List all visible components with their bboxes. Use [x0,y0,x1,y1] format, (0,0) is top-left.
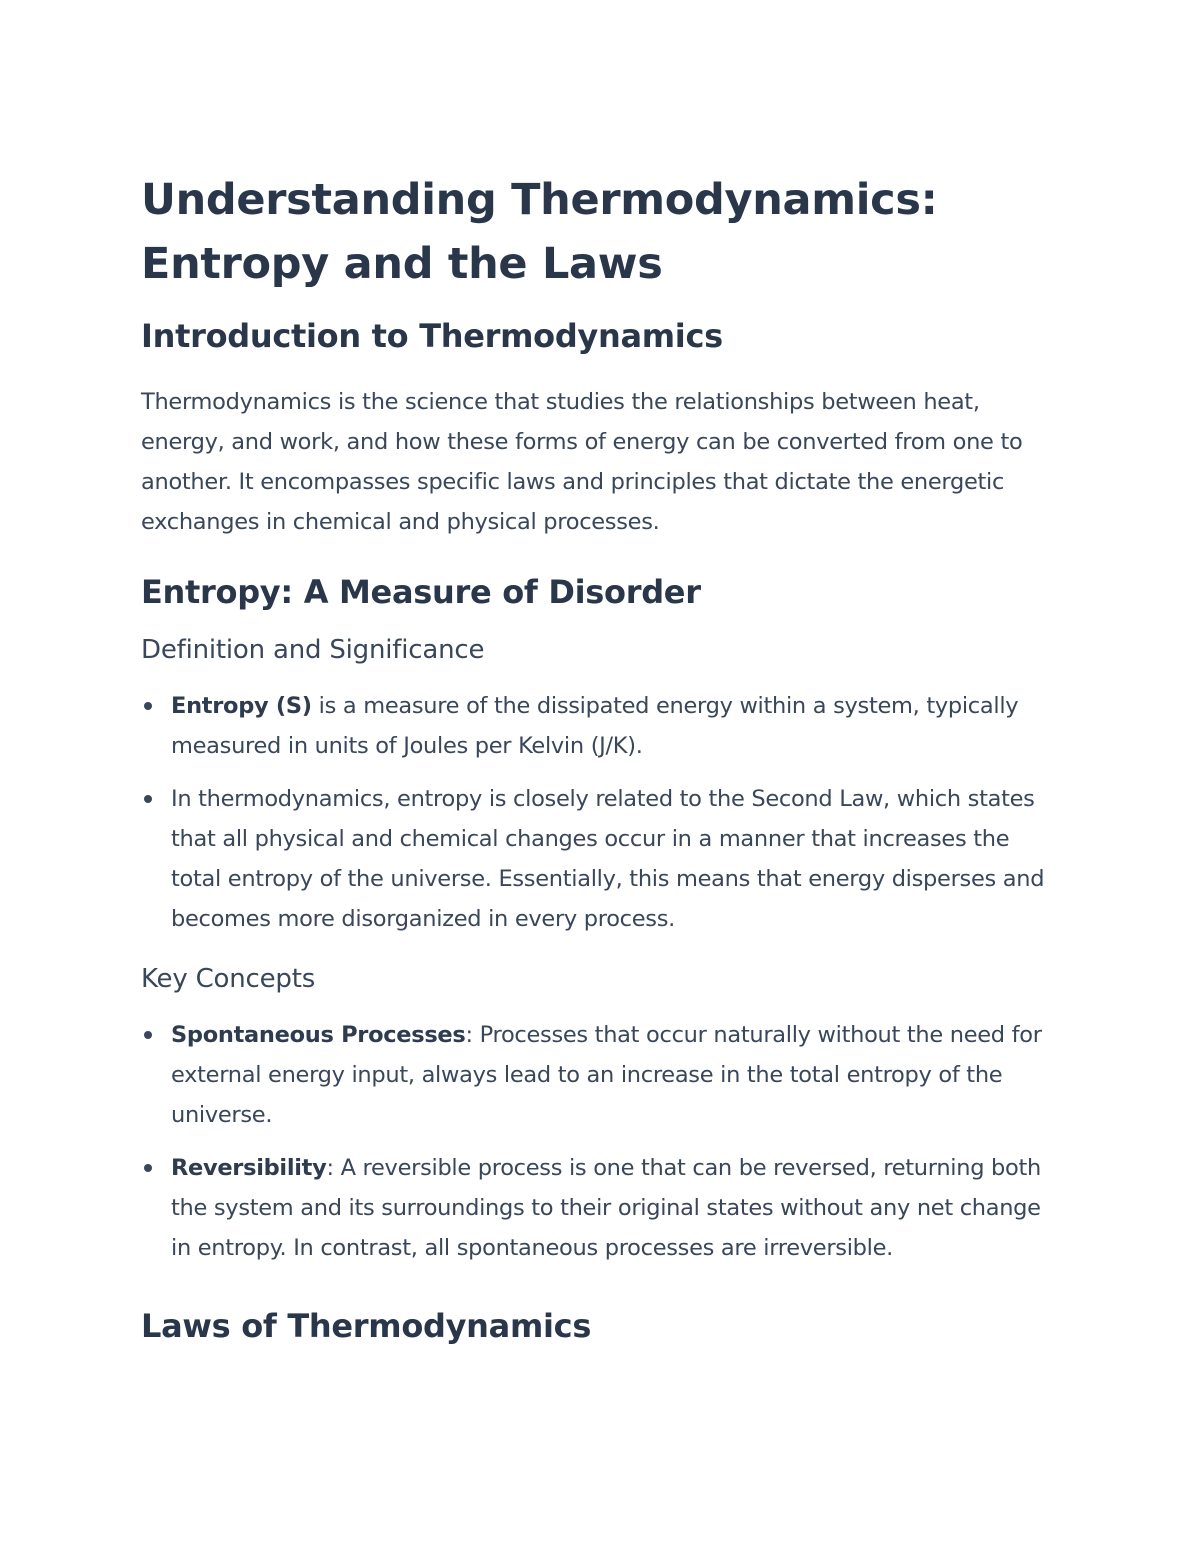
item-text: : Processes that occur naturally without the need for external energy input, always lead to an increase in the total entropy of the universe. [171,1022,1042,1128]
heading-laws: Laws of Thermodynamics [141,1307,592,1345]
key-concepts-list [141,1015,1060,1268]
item-text: In thermodynamics, entropy is closely related to the Second Law, which states that all physical and chemical changes occur in a manner that increases the total entropy of the universe. Essentially, this means that energy disperses and becomes more disorganized in every process. [171,786,1045,932]
subheading-definition: Definition and Significance [141,635,485,665]
bullet-icon [144,1164,152,1172]
item-bold-term: Entropy (S) [171,693,312,719]
item-bold-term: Reversibility [171,1155,327,1181]
list-item [141,686,1060,766]
item-bold-term: Spontaneous Processes [171,1022,466,1048]
bullet-icon [144,795,152,803]
item-text: : A reversible process is one that can be reversed, returning both the system and its surroundings to their original states without any net change in entropy. In contrast, all spontaneous processes are irreversible. [171,1155,1041,1261]
heading-introduction: Introduction to Thermodynamics [141,317,723,355]
list-item [141,1015,1060,1135]
intro-paragraph: Thermodynamics is the science that studies the relationships between heat, energy, and work, and how these forms of energy can be converted from one to another. It encompasses specific laws and principles that dictate the energetic exchanges in chemical and physical processes. [141,389,1023,535]
bullet-icon [144,702,152,710]
item-text: is a measure of the dissipated energy within a system, typically measured in units of Joules per Kelvin (J/K). [171,693,1019,759]
definition-list [141,686,1060,939]
bullet-icon [144,1031,152,1039]
document-title [141,168,1060,296]
title-line-2: Entropy and the Laws [141,239,663,289]
title-line-1: Understanding Thermodynamics: [141,175,938,225]
heading-entropy: Entropy: A Measure of Disorder [141,573,701,611]
list-item [141,1148,1060,1268]
subheading-key-concepts: Key Concepts [141,964,316,994]
list-item [141,779,1060,939]
